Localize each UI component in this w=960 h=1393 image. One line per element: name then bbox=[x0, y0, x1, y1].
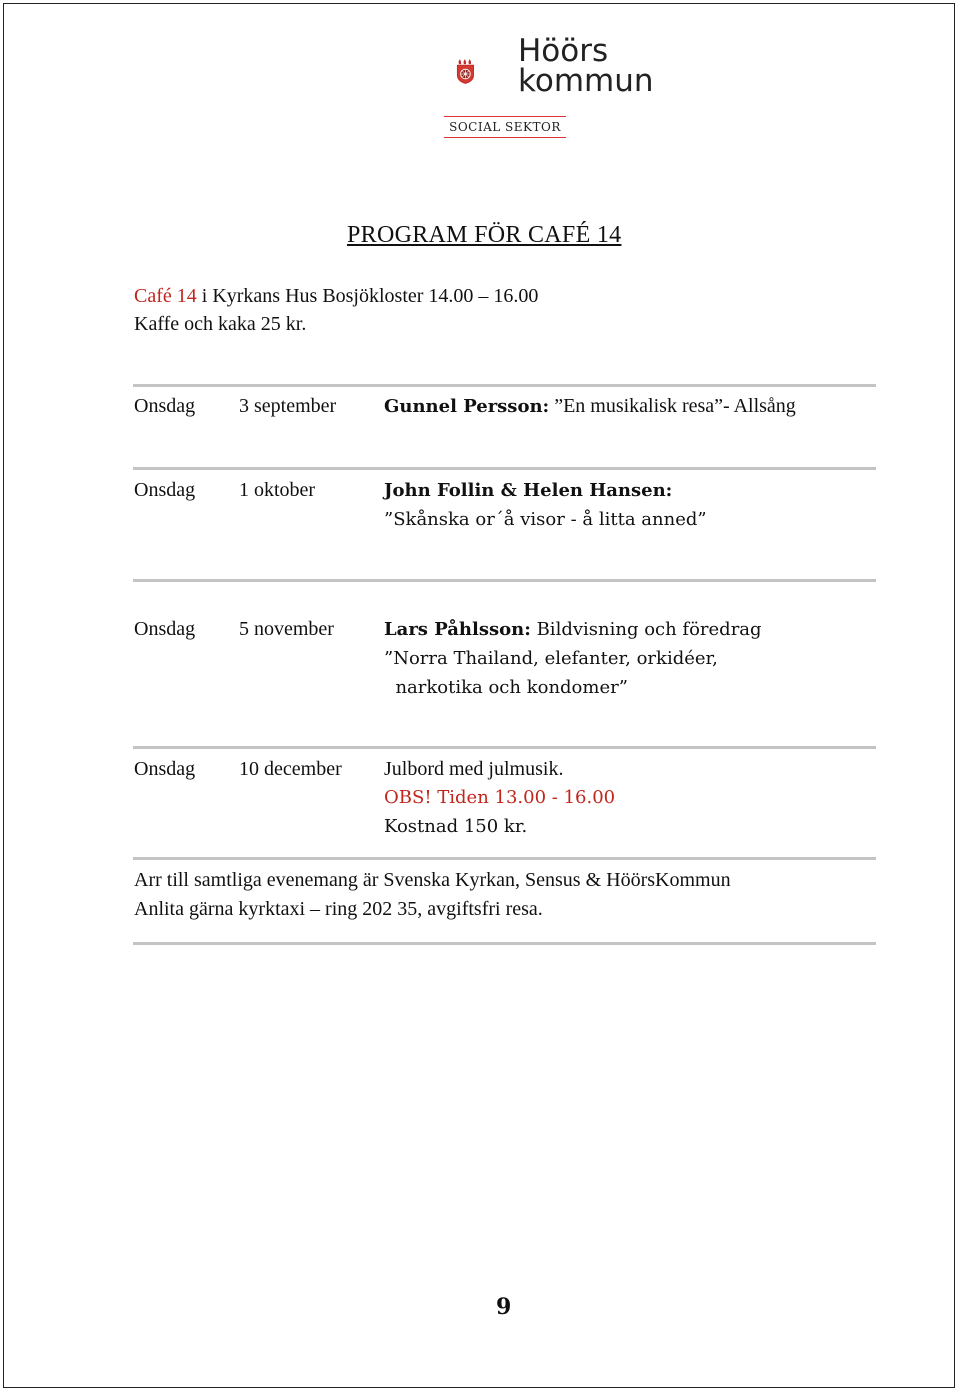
event-date: 5 november bbox=[239, 618, 334, 640]
intro-block bbox=[134, 282, 538, 338]
intro-price: Kaffe och kaka 25 kr. bbox=[134, 313, 307, 335]
event-day: Onsdag bbox=[134, 479, 196, 501]
footer-line2: Anlita gärna kyrktaxi – ring 202 35, avgiftsfri resa. bbox=[134, 898, 543, 920]
event-description bbox=[384, 615, 884, 702]
logo-line1: Höörs bbox=[518, 33, 609, 69]
page-title: PROGRAM FÖR CAFÉ 14 bbox=[347, 222, 622, 248]
logo-wordmark bbox=[518, 33, 654, 99]
divider bbox=[133, 942, 876, 945]
event-cost: Kostnad 150 kr. bbox=[384, 816, 528, 837]
event-performer: Gunnel Persson: bbox=[384, 396, 550, 417]
divider bbox=[133, 579, 876, 582]
event-date: 1 oktober bbox=[239, 479, 316, 501]
footer-line1: Arr till samtliga evenemang är Svenska Kyrkan, Sensus & HöörsKommun bbox=[134, 869, 731, 891]
event-description bbox=[384, 755, 884, 841]
event-day: Onsdag bbox=[134, 395, 196, 417]
page-number: 9 bbox=[496, 1294, 512, 1320]
logo-line2: kommun bbox=[518, 63, 654, 99]
event-performer: John Follin & Helen Hansen: bbox=[384, 480, 673, 501]
divider bbox=[133, 857, 876, 860]
cafe-name: Café 14 bbox=[134, 285, 197, 307]
hoors-kommun-logo bbox=[456, 38, 518, 110]
event-text-line2: ”Skånska or´å visor - å litta anned” bbox=[384, 509, 707, 530]
divider bbox=[133, 467, 876, 470]
intro-line1 bbox=[134, 282, 538, 310]
event-day: Onsdag bbox=[134, 618, 196, 640]
event-date: 3 september bbox=[239, 395, 337, 417]
event-text: ”En musikalisk resa”- Allsång bbox=[549, 395, 796, 417]
event-day: Onsdag bbox=[134, 758, 196, 780]
event-performer: Julbord bbox=[384, 758, 444, 780]
divider bbox=[133, 384, 876, 387]
event-description bbox=[384, 392, 884, 421]
event-text-line2: ”Norra Thailand, elefanter, orkidéer, bbox=[384, 648, 718, 669]
event-text-line3: narkotika och kondomer” bbox=[384, 677, 628, 698]
event-description bbox=[384, 476, 884, 534]
event-date: 10 december bbox=[239, 758, 342, 780]
event-performer: Lars Påhlsson: bbox=[384, 619, 531, 640]
event-text: med julmusik. bbox=[444, 758, 564, 780]
event-text: Bildvisning och föredrag bbox=[530, 619, 762, 640]
divider bbox=[133, 746, 876, 749]
footer-notes bbox=[134, 866, 731, 924]
event-note: OBS! Tiden 13.00 - 16.00 bbox=[384, 787, 616, 808]
location-time: i Kyrkans Hus Bosjökloster 14.00 – 16.00 bbox=[196, 285, 539, 307]
logo-subtitle: SOCIAL SEKTOR bbox=[444, 116, 566, 138]
